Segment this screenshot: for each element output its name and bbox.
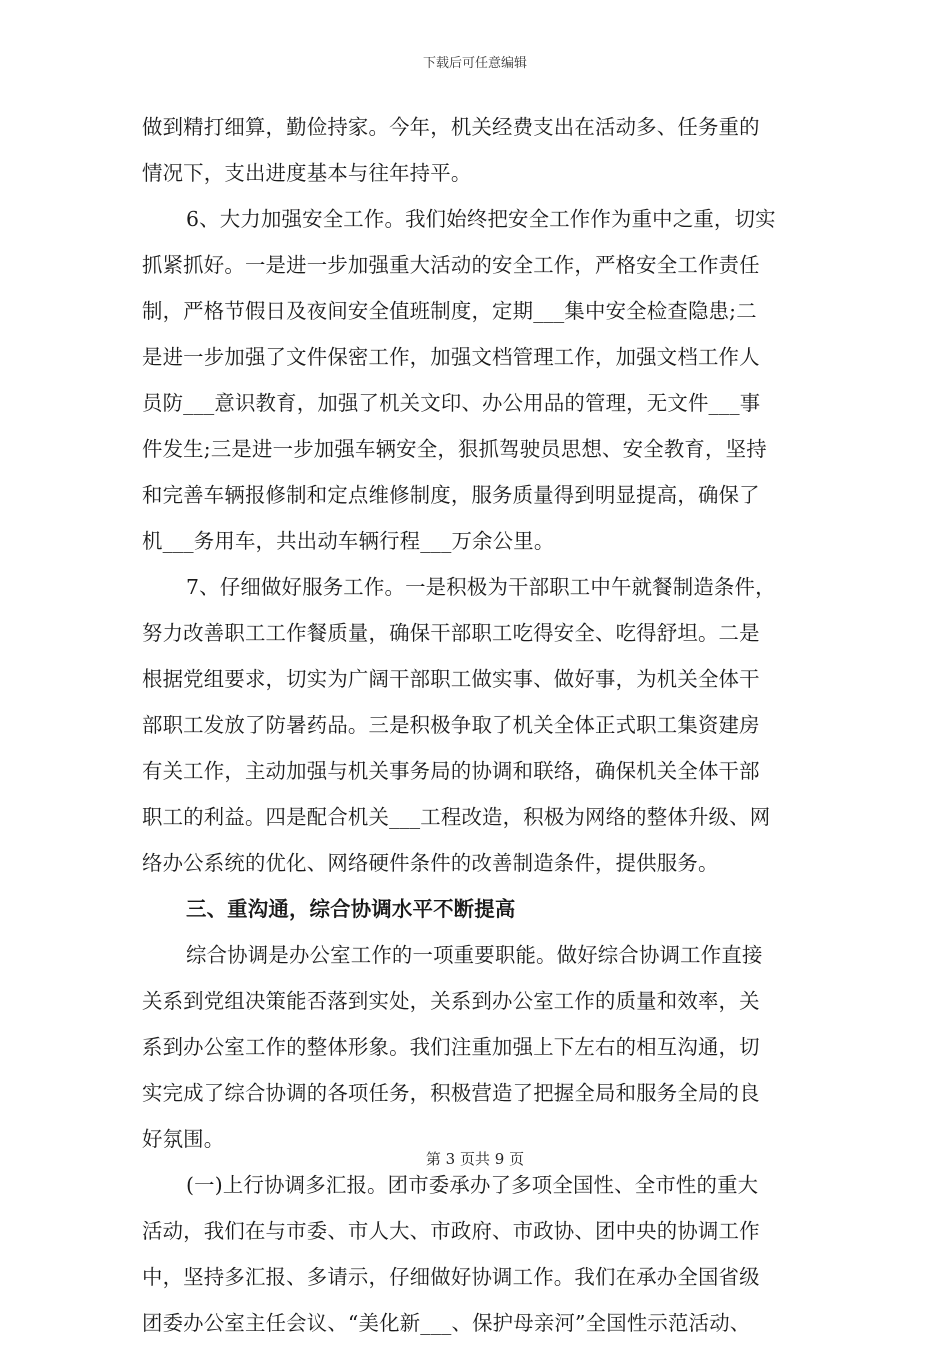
- text-line: 员防___意识教育，加强了机关文印、办公用品的管理，无文件___事: [142, 391, 761, 415]
- text-line: 情况下，支出进度基本与往年持平。: [142, 161, 472, 185]
- page-number: 第 3 页共 9 页: [425, 1150, 525, 1168]
- paragraph-first-line: 7、仔细做好服务工作。一是积极为干部职工中午就餐制造条件，: [186, 575, 776, 599]
- section-heading: 三、重沟通，综合协调水平不断提高: [186, 897, 516, 921]
- paragraph-first-line: 综合协调是办公室工作的一项重要职能。做好综合协调工作直接: [186, 943, 763, 967]
- text-line: 是进一步加强了文件保密工作，加强文档管理工作，加强文档工作人: [142, 345, 760, 369]
- paragraph-first-line: 6、大力加强安全工作。我们始终把安全工作作为重中之重，切实: [186, 207, 776, 231]
- text-line: 抓紧抓好。一是进一步加强重大活动的安全工作，严格安全工作责任: [142, 253, 760, 277]
- text-line: 部职工发放了防暑药品。三是积极争取了机关全体正式职工集资建房: [142, 713, 760, 737]
- text-line: 团委办公室主任会议、“美化新___、保护母亲河”全国性示范活动、: [142, 1311, 751, 1335]
- text-line: 件发生;三是进一步加强车辆安全，狠抓驾驶员思想、安全教育，坚持: [142, 437, 767, 461]
- text-line: 职工的利益。四是配合机关___工程改造，积极为网络的整体升级、网: [142, 805, 771, 829]
- text-line: 好氛围。: [142, 1127, 225, 1151]
- text-line: 有关工作，主动加强与机关事务局的协调和联络，确保机关全体干部: [142, 759, 760, 783]
- text-line: 系到办公室工作的整体形象。我们注重加强上下左右的相互沟通，切: [142, 1035, 760, 1059]
- text-line: 关系到党组决策能否落到实处，关系到办公室工作的质量和效率，关: [142, 989, 760, 1013]
- text-line: 努力改善职工工作餐质量，确保干部职工吃得安全、吃得舒坦。二是: [142, 621, 760, 645]
- text-line: 和完善车辆报修制和定点维修制度，服务质量得到明显提高，确保了: [142, 483, 760, 507]
- text-line: 活动，我们在与市委、市人大、市政府、市政协、团中央的协调工作: [142, 1219, 760, 1243]
- text-line: 络办公系统的优化、网络硬件条件的改善制造条件，提供服务。: [142, 851, 719, 875]
- page-header: 下载后可任意编辑: [422, 56, 527, 71]
- text-line: 机___务用车，共出动车辆行程___万余公里。: [142, 529, 555, 553]
- text-line: 制，严格节假日及夜间安全值班制度，定期___集中安全检查隐患;二: [142, 299, 757, 323]
- text-line: 中，坚持多汇报、多请示，仔细做好协调工作。我们在承办全国省级: [142, 1265, 760, 1289]
- paragraph-first-line: (一)上行协调多汇报。团市委承办了多项全国性、全市性的重大: [186, 1173, 759, 1197]
- text-line: 根据党组要求，切实为广阔干部职工做实事、做好事，为机关全体干: [142, 667, 760, 691]
- text-line: 做到精打细算，勤俭持家。今年，机关经费支出在活动多、任务重的: [142, 115, 760, 139]
- text-line: 实完成了综合协调的各项任务，积极营造了把握全局和服务全局的良: [142, 1081, 760, 1105]
